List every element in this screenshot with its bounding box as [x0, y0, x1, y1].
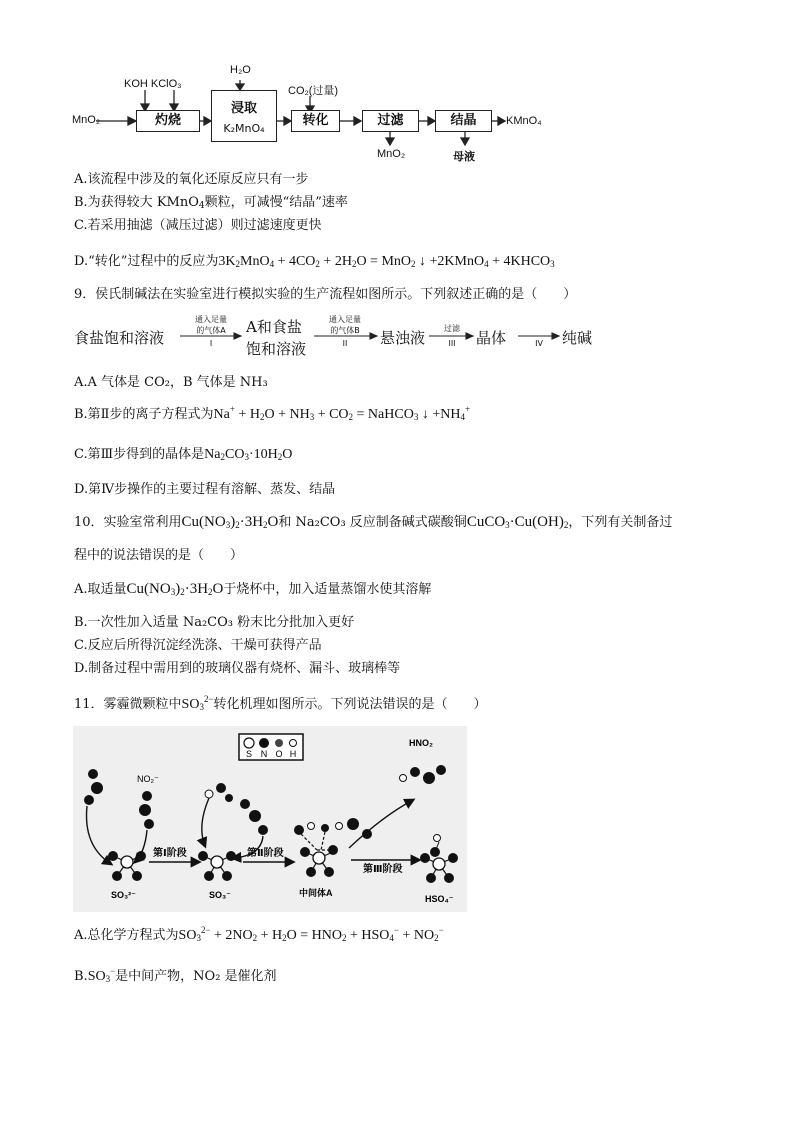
- q9-option-a: A.A 气体是 CO₂，B 气体是 NH₃: [74, 375, 268, 390]
- flow-diagram-soda: [74, 310, 634, 365]
- q10-option-a: [74, 580, 431, 599]
- q11-stem-pre: 11．雾霾微颗粒中: [74, 697, 182, 712]
- q9-option-b: [74, 406, 470, 424]
- q8-option-c: C.若采用抽滤（减压过滤）则过滤速度更快: [74, 218, 322, 233]
- q8-option-b: B.为获得较大 KMnO$_4$颗粒，可减慢“结晶”速率: [74, 195, 348, 211]
- q10-copper-nitrate: $Cu(NO_3)_2\cdot 3H_2O$: [181, 514, 279, 530]
- soda-step-soda-ash: 纯碱: [562, 329, 593, 347]
- co2-label: CO₂(过量): [288, 85, 339, 97]
- q9-option-b-pre: B.第Ⅱ步的离子方程式为: [74, 407, 214, 422]
- arrow2-label-mid: 的气体B: [330, 326, 360, 335]
- q11-stem-post: 转化机理如图所示。下列说法错误的是（ ）: [213, 697, 487, 712]
- q10-option-a-formula: $Cu(NO_3)_2\cdot 3H_2O$: [126, 581, 224, 597]
- soda-step-brine: 食盐饱和溶液: [74, 329, 165, 347]
- mechanism-drawing: [73, 726, 467, 912]
- q10-option-c: C.反应后所得沉淀经洗涤、干燥可获得产品: [74, 638, 322, 653]
- mno2-input-label: MnO₂: [72, 114, 101, 126]
- k2mno4-label: K₂MnO₄: [223, 122, 265, 135]
- q11-option-a-pre: A.总化学方程式为: [74, 928, 179, 943]
- q9-option-c: [74, 446, 292, 464]
- soda-step-a-brine-line2: 饱和溶液: [246, 340, 307, 358]
- so3-minus-label: SO₃⁻: [209, 890, 231, 900]
- arrow2-label-bottom: II: [342, 339, 348, 348]
- mechanism-diagram: [73, 726, 467, 912]
- intermediate-a-label: 中间体A: [299, 888, 333, 898]
- q8-option-b-pre: B.为获得较大 KMnO: [74, 195, 199, 210]
- stage3-label: 第Ⅲ阶段: [363, 864, 403, 875]
- q11-option-b-post: 是中间产物，NO₂ 是催化剂: [115, 969, 277, 984]
- box-convert: 转化: [291, 110, 340, 132]
- no2-minus-label: NO₂⁻: [137, 774, 159, 784]
- box-leach-label: 浸取: [230, 101, 257, 116]
- q11-option-a: [74, 927, 444, 945]
- q9-option-d: D.第Ⅳ步操作的主要过程有溶解、蒸发、结晶: [74, 482, 336, 497]
- q11-option-b: [74, 968, 277, 986]
- q8-option-a: A.该流程中涉及的氧化还原反应只有一步: [74, 172, 309, 187]
- legend-h: H: [289, 749, 297, 759]
- q10-stem-post: ，下列有关制备过: [568, 515, 673, 530]
- mno2-output-label: MnO₂: [377, 148, 406, 160]
- q10-stem-line2: 程中的说法错误的是（ ）: [74, 548, 244, 563]
- q9-option-c-pre: C.第Ⅲ步得到的晶体是: [74, 447, 205, 462]
- q10-option-b: B.一次性加入适量 Na₂CO₃ 粉末比分批加入更好: [74, 615, 355, 630]
- q9-stem: 9．侯氏制碱法在实验室进行模拟实验的生产流程如图所示。下列叙述正确的是（ ）: [74, 287, 577, 302]
- arrow4-label-bottom: IV: [535, 339, 543, 348]
- q11-stem: [74, 696, 487, 714]
- arrow3-label-bottom: III: [448, 339, 456, 348]
- q10-basic-copper-carbonate: $CuCO_3\cdot Cu(OH)_2$: [466, 514, 569, 530]
- q11-option-b-formula: $SO_3^-$: [87, 966, 116, 984]
- q11-sulfite: $SO_3^{2-}$: [181, 694, 214, 712]
- q10-option-a-post: 于烧杯中，加入适量蒸馏水使其溶解: [223, 582, 432, 597]
- box-crystallize: 结晶: [435, 110, 492, 132]
- q10-option-a-pre: A.取适量: [74, 582, 127, 597]
- q11-equation: $SO_3^{2-} + 2NO_2 + H_2O = HNO_2 + HSO_4^- + NO_2^-$: [178, 925, 444, 943]
- q10-option-d: D.制备过程中需用到的玻璃仪器有烧杯、漏斗、玻璃棒等: [74, 661, 401, 676]
- q10-stem-mid: 和 Na₂CO₃ 反应制备碱式碳酸铜: [278, 515, 467, 530]
- flow-diagram-kmno4: [70, 58, 550, 166]
- arrow1-label-top: 通入足量: [195, 315, 227, 324]
- water-label: H₂O: [230, 64, 251, 76]
- q8-option-d-pre: D.“转化”过程中的反应为: [74, 254, 219, 269]
- box-burn: 灼烧: [136, 110, 200, 132]
- arrow2-label-top: 通入足量: [329, 315, 361, 324]
- so3-2minus-label: SO₃²⁻: [111, 890, 136, 900]
- q9-equation: $Na^+ + H_2O + NH_3 + CO_2$ = NaHCO$_3$ ↓ $+NH_4^+$: [213, 404, 471, 422]
- soda-step-a-brine-line1: A和食盐: [246, 318, 302, 336]
- q9-crystal-formula: $Na_2CO_3\cdot 10H_2O$: [204, 447, 293, 462]
- arrow3-label-top: 过滤: [444, 324, 460, 333]
- legend-o: O: [275, 749, 283, 759]
- legend-n: N: [260, 749, 268, 759]
- q8-option-d: [74, 253, 555, 271]
- soda-step-crystal: 晶体: [476, 329, 507, 347]
- q8-option-b-post: 颗粒，可减慢“结晶”速率: [204, 195, 348, 210]
- q10-stem-pre: 10．实验室常利用: [74, 515, 182, 530]
- mother-liquor-label: 母液: [453, 151, 475, 163]
- box-leach: [211, 90, 277, 142]
- hno2-label: HNO₂: [409, 738, 433, 748]
- soda-step-suspension: 悬浊液: [380, 329, 426, 347]
- legend-s: S: [245, 749, 253, 759]
- arrow1-label-bottom: I: [209, 339, 213, 348]
- stage1-label: 第Ⅰ阶段: [153, 848, 187, 859]
- q11-option-b-pre: B.: [74, 969, 88, 984]
- q10-stem: [74, 513, 672, 532]
- stage2-label: 第Ⅱ阶段: [247, 848, 284, 859]
- box-filter: 过滤: [362, 110, 419, 132]
- hso4-minus-label: HSO₄⁻: [425, 894, 454, 904]
- q8-equation: $3K_2MnO_4 + 4CO_2 + 2H_2O = MnO_2$ ↓ +2KMnO$_4$ + $4KHCO_3$: [218, 254, 555, 269]
- reagents-label: KOH KClO₃: [124, 78, 182, 90]
- kmno4-output-label: KMnO₄: [506, 115, 542, 127]
- arrow1-label-mid: 的气体A: [196, 326, 226, 335]
